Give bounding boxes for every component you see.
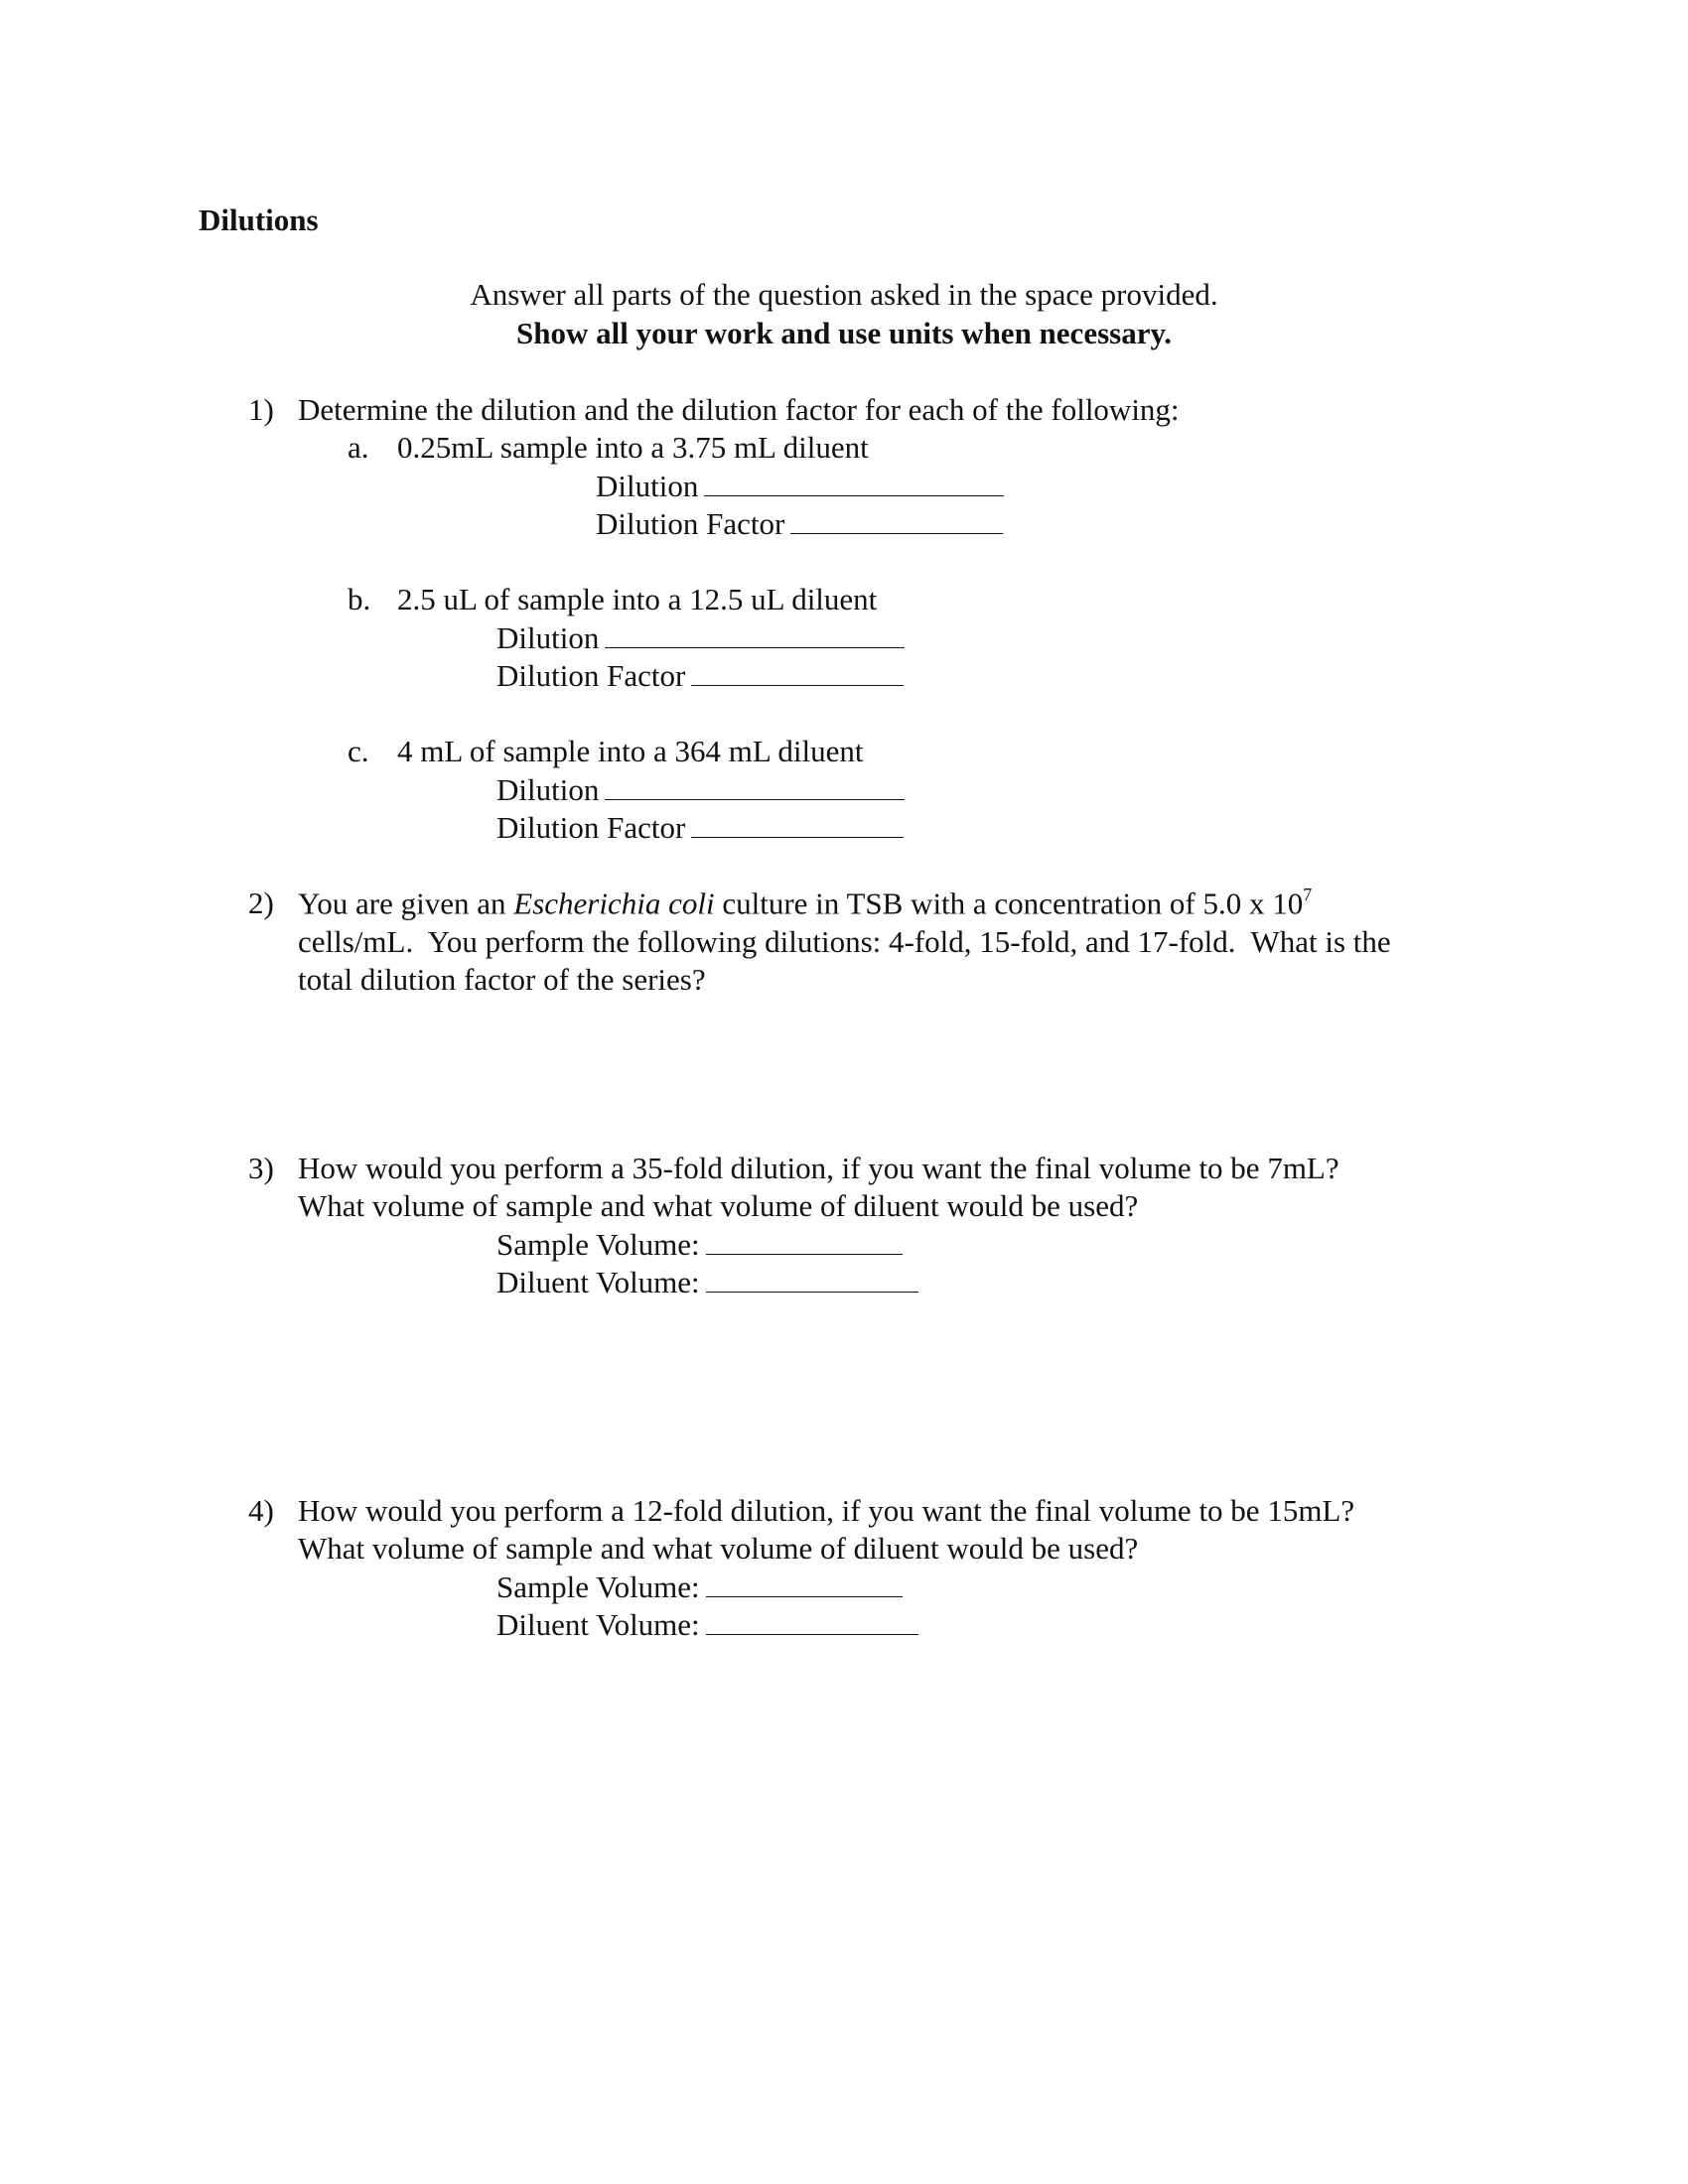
question-3-number: 3)	[248, 1151, 274, 1185]
q1a-factor-row	[596, 507, 1003, 539]
question-1-number: 1)	[248, 392, 274, 427]
q3-diluent-row	[496, 1266, 918, 1297]
q1b-text: 2.5 uL of sample into a 12.5 uL diluent	[397, 582, 878, 616]
q1c-dilution-blank[interactable]	[605, 773, 905, 800]
q1a-factor-label: Dilution Factor	[596, 506, 785, 541]
q1a-dilution-row	[596, 470, 1004, 501]
q4-diluent-label: Diluent Volume:	[496, 1607, 700, 1642]
question-1-text: Determine the dilution and the dilution factor for each of the following:	[298, 392, 1180, 427]
q1c-text: 4 mL of sample into a 364 mL diluent	[397, 734, 864, 768]
q1c-factor-row	[496, 811, 904, 843]
q1c-dilution-label: Dilution	[496, 772, 600, 807]
q1b-factor-row	[496, 659, 904, 691]
instructions-line-1: Answer all parts of the question asked in the space provided.	[470, 277, 1218, 312]
question-2-number: 2)	[248, 886, 274, 920]
q3-diluent-label: Diluent Volume:	[496, 1265, 700, 1299]
q1b-dilution-blank[interactable]	[605, 621, 905, 648]
q1a-factor-blank[interactable]	[790, 507, 1003, 534]
q3-sample-row	[496, 1228, 903, 1260]
q4-sample-blank[interactable]	[706, 1570, 903, 1597]
question-4-line-2: What volume of sample and what volume of diluent would be used?	[298, 1531, 1139, 1566]
question-2-line-1	[298, 885, 1313, 921]
q1c-factor-blank[interactable]	[691, 811, 904, 838]
question-4-line-1: How would you perform a 12-fold dilution, if you want the final volume to be 15mL?	[298, 1493, 1355, 1528]
question-2-line-3: total dilution factor of the series?	[298, 962, 706, 997]
question-3-line-2: What volume of sample and what volume of diluent would be used?	[298, 1188, 1139, 1223]
page-title: Dilutions	[199, 203, 319, 237]
q1c-dilution-row	[496, 773, 905, 805]
q4-sample-row	[496, 1570, 903, 1602]
q4-diluent-row	[496, 1608, 918, 1640]
q1b-dilution-label: Dilution	[496, 620, 600, 655]
question-2-line-2: cells/mL. You perform the following dilutions: 4-fold, 15-fold, and 17-fold. What is the	[298, 924, 1391, 959]
question-3-line-1: How would you perform a 35-fold dilution, if you want the final volume to be 7mL?	[298, 1151, 1339, 1185]
q1b-letter: b.	[348, 582, 371, 616]
q1b-dilution-row	[496, 621, 905, 653]
q1a-text: 0.25mL sample into a 3.75 mL diluent	[397, 430, 869, 465]
q1a-letter: a.	[348, 430, 369, 465]
q1c-factor-label: Dilution Factor	[496, 810, 686, 845]
question-4-number: 4)	[248, 1493, 274, 1528]
q1c-letter: c.	[348, 734, 369, 768]
q1b-factor-blank[interactable]	[691, 659, 904, 686]
q2-exponent: 7	[1303, 885, 1313, 904]
q1a-dilution-blank[interactable]	[704, 470, 1004, 496]
q1a-dilution-label: Dilution	[596, 469, 699, 503]
q3-sample-blank[interactable]	[706, 1228, 903, 1255]
q2-line1-pre: You are given an	[298, 886, 514, 921]
q3-diluent-blank[interactable]	[706, 1266, 918, 1293]
q2-line1-post: culture in TSB with a concentration of 5.0 x 10	[714, 886, 1304, 921]
instructions-line-2: Show all your work and use units when necessary.	[515, 316, 1173, 350]
q1b-factor-label: Dilution Factor	[496, 658, 686, 693]
q4-sample-label: Sample Volume:	[496, 1570, 700, 1604]
q2-organism: Escherichia coli	[513, 886, 715, 921]
q3-sample-label: Sample Volume:	[496, 1227, 700, 1262]
q4-diluent-blank[interactable]	[706, 1608, 918, 1635]
